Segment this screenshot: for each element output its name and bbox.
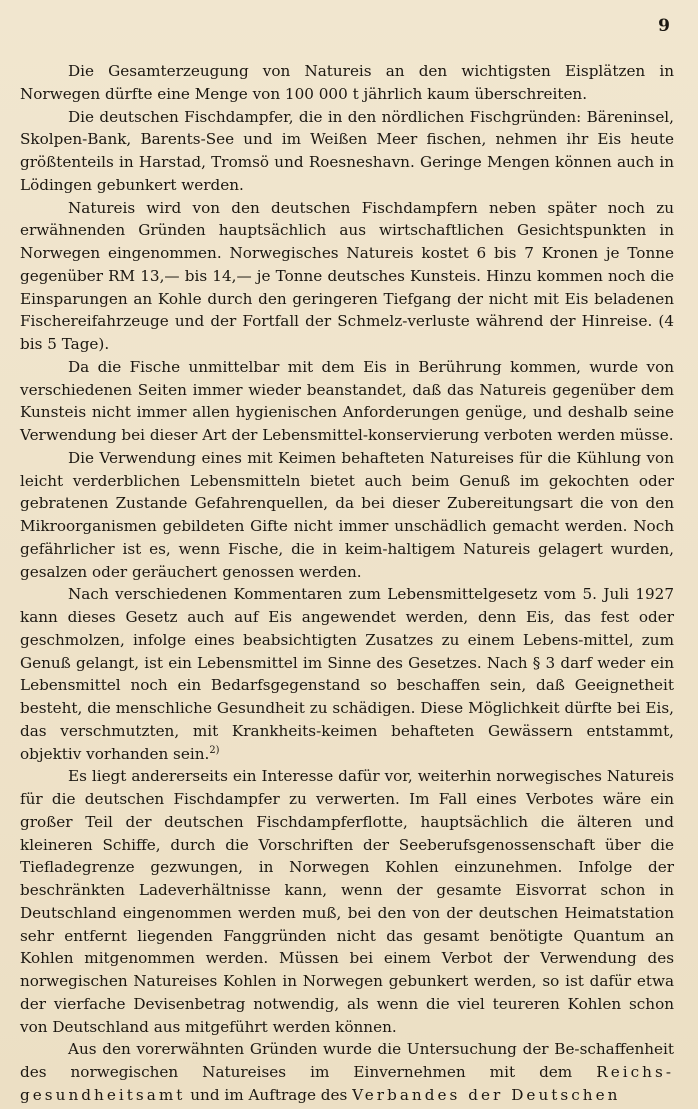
paragraph-6: [20, 583, 674, 765]
verband-spaced: Verbandes der Deutschen: [352, 1085, 621, 1104]
paragraph-5: Die Verwendung eines mit Keimen behafteten Natureises für die Kühlung von leicht verderblichen Lebensmitteln bietet auch beim Genuß im gekochten oder gebratenen Zustande Gefahrenquellen, da bei dieser Zubereitungsart die von den Mikroorganismen gebildeten Gifte nicht immer unschädlich gemacht werden. Noch gefährlicher ist es, wenn Fische, die in keim-haltigem Natureis gelagert wurden, gesalzen oder geräuchert genossen werden.: [20, 448, 674, 581]
paragraph-6-text: Nach verschiedenen Kommentaren zum Lebensmittelgesetz vom 5. Juli 1927 kann dieses Gesetz auch auf Eis angewendet werden, denn Eis, das fest oder geschmolzen, infolge eines beabsichtigten Zusatzes zu einem Lebens-mittel, zum Genuß gelangt, ist ein Lebensmittel im Sinne des Gesetzes. Nach § 3 darf weder ein Lebensmittel noch ein Bedarfsgegenstand so beschaffen sein, daß Geeignetheit besteht, die menschliche Gesundheit zu schädigen. Diese Möglichkeit dürfte bei Eis, das verschmutzten, mit Krankheits-keimen behafteten Gewässern entstammt, objektiv vorhanden sein.: [20, 585, 674, 763]
paragraph-8: [20, 1038, 674, 1106]
footnote-reference: 2): [209, 744, 220, 756]
paragraph-2: Die deutschen Fischdampfer, die in den nördlichen Fischgründen: Bäreninsel, Skolpen-Bank, Barents-See und im Weißen Meer fischen, nehmen ihr Eis heute größtenteils in Harstad, Tromsö und Roesneshavn. Geringe Mengen können auch in Lödingen gebunkert werden.: [20, 107, 674, 194]
page-number: 9: [658, 16, 670, 36]
reichsgesundheitsamt-spaced: Reichs-gesundheitsamt: [20, 1063, 674, 1104]
paragraph-8-mid: und im Auftrage des: [185, 1085, 353, 1104]
paragraph-7: Es liegt andererseits ein Interesse dafür vor, weiterhin norwegisches Natureis für die deutschen Fischdampfer zu verwerten. Im Fall eines Verbotes wäre ein großer Teil der deutschen Fischdampferflotte, hauptsächlich die älteren und kleineren Schiffe, durch die Vorschriften der Seeberufsgenossenschaft über die Tiefladegrenze gezwungen, in Norwegen Kohlen einzunehmen. Infolge der beschränkten Ladeverhältnisse kann, wenn der gesamte Eisvorrat schon in Deutschland eingenommen werden muß, bei den von der deutschen Heimatstation sehr entfernt liegenden Fanggründen nicht das gesamt benötigte Quantum an Kohlen mitgenommen werden. Müssen bei einem Verbot der Verwendung des norwegischen Natureises Kohlen in Norwegen gebunkert werden, so ist dafür etwa der vierfache Devisenbetrag notwendig, als wenn die viel teureren Kohlen schon von Deutschland aus mitgeführt werden können.: [20, 767, 674, 1036]
body-text: [20, 60, 674, 1107]
paragraph-8-start: Aus den vorerwähnten Gründen wurde die Untersuchung der Be-schaffenheit des norwegischen Natureises im Einvernehmen mit dem: [20, 1040, 674, 1081]
paragraph-4: Da die Fische unmittelbar mit dem Eis in Berührung kommen, wurde von verschiedenen Seiten immer wieder beanstandet, daß das Natureis gegenüber dem Kunsteis nicht immer allen hygienischen Anforderungen genüge, und deshalb seine Verwendung bei dieser Art der Lebensmittel-konservierung verboten werden müsse.: [20, 357, 674, 444]
paragraph-1: Die Gesamterzeugung von Natureis an den wichtigsten Eisplätzen in Norwegen dürfte eine Menge von 100 000 t jährlich kaum überschreiten.: [20, 62, 674, 103]
paragraph-3: Natureis wird von den deutschen Fischdampfern neben später noch zu erwähnenden Gründen hauptsächlich aus wirtschaftlichen Gesichtspunkten in Norwegen eingenommen. Norwegisches Natureis kostet 6 bis 7 Kronen je Tonne gegenüber RM 13,— bis 14,— je Tonne deutsches Kunsteis. Hinzu kommen noch die Einsparungen an Kohle durch den geringeren Tiefgang der nicht mit Eis beladenen Fischereifahrzeuge und der Fortfall der Schmelz-verluste während der Hinreise. (4 bis 5 Tage).: [20, 198, 674, 353]
